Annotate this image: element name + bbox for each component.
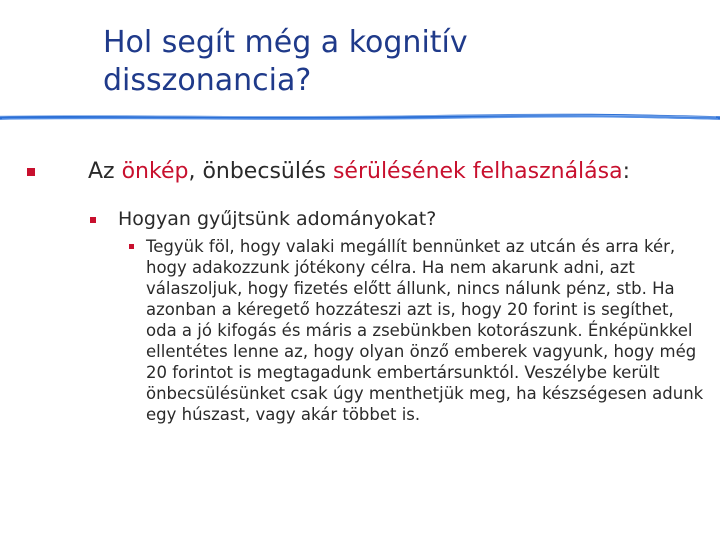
bullet-marker-level3 <box>129 244 134 249</box>
bullet1-prefix: Az <box>88 159 122 184</box>
title-line-2: disszonancia? <box>103 63 312 98</box>
bullet1-middle: , önbecsülés <box>188 159 333 184</box>
title-line-1: Hol segít még a kognitív <box>103 25 468 60</box>
slide-title <box>103 24 468 100</box>
bullet-marker-level2 <box>90 217 96 223</box>
bullet-level2-text: Hogyan gyűjtsünk adományokat? <box>118 208 437 230</box>
title-underline-rule <box>0 110 720 124</box>
bullet-marker-level1 <box>27 168 35 176</box>
bullet1-suffix: : <box>622 159 631 184</box>
bullet1-highlight-serules: sérülésének felhasználása <box>332 159 623 184</box>
bullet-level3-text: Tegyük föl, hogy valaki megállít bennünket az utcán és arra kér, hogy adakozzunk jótékony célra. Ha nem akarunk adni, azt válaszoljuk, hogy fizetés előtt állunk, nincs nálunk pénz, stb. Ha azonban a kéregető hozzáteszi azt is, hogy 20 forint is segíthet, oda a jó kifogás és máris a zsebünkben kotorászunk. Énképünkkel ellentétes lenne az, hogy olyan önző emberek vagyunk, hogy még 20 forintot is megtagadunk embertársunktól. Veszélybe került önbecsülésünket csak úgy menthetjük meg, ha készségesen adunk egy húszast, vagy akár többet is. <box>146 237 704 424</box>
bullet1-highlight-onkep: önkép <box>121 159 189 184</box>
bullet-level1-text <box>88 157 630 187</box>
